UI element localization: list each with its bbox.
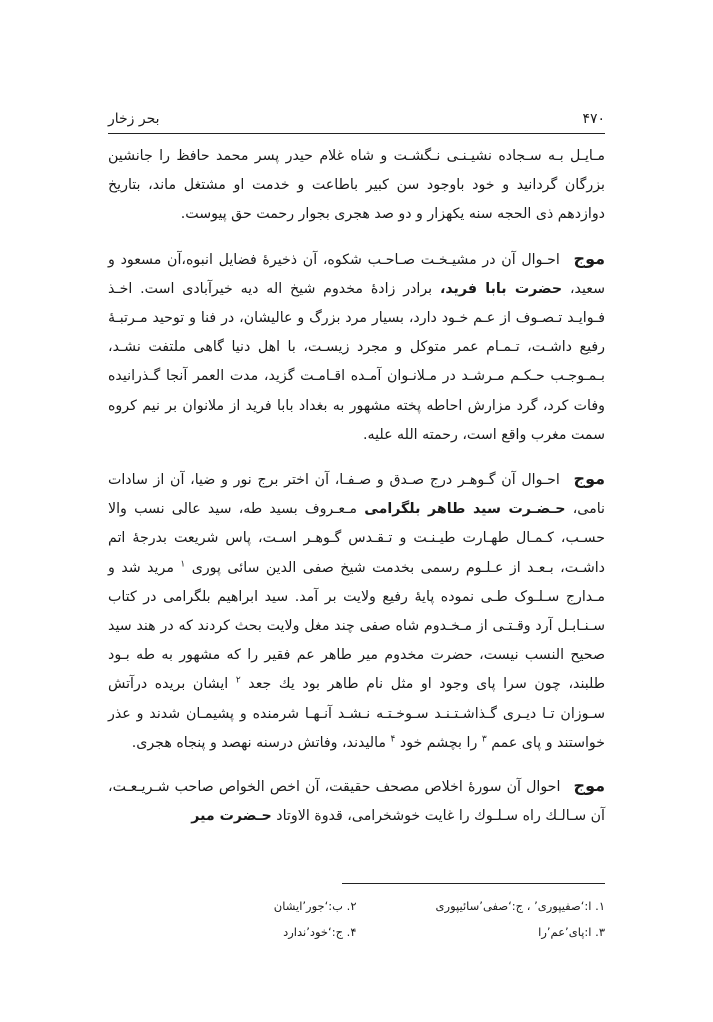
saint-name: حـضـرت سید طاهر بلگرامی (364, 501, 566, 518)
saint-name: حـضرت میر (191, 808, 272, 825)
paragraph-2 (108, 244, 605, 450)
paragraph-3-text-a: احـوال آن گـوهـر درج صـدق و صـفـا، آن اختر برج نور و ضیا، آن از سادات نامی، (108, 472, 605, 518)
footnote-ref-3[interactable]: ۳ (481, 734, 487, 745)
paragraph-3-text-f: مالیدند، وفاتش درسنه نهصد و پنجاه هجری. (131, 734, 386, 751)
paragraph-4-text-a: احوال آن سورۀ اخلاص مصحف حقیقت، آن اخص الخواص صاحب شـریـعـت، آن سـالـك راه سـلـوك را غایت خوشخرامی، قدوة الاوتاد (108, 779, 605, 825)
section-marker: موج (573, 469, 605, 489)
footnotes (108, 893, 605, 945)
footnote-divider (342, 883, 605, 884)
section-marker: موج (573, 248, 605, 268)
main-text (108, 142, 605, 831)
saint-name: حضرت بابا فرید، (439, 280, 563, 297)
section-marker: موج (573, 776, 605, 796)
running-header (108, 108, 605, 130)
footnote-ref-4[interactable]: ۴ (390, 734, 396, 745)
paragraph-3-text-c: مرید شد و مـدارج سـلـوک طـی نموده پایۀ رفیع ولایت بر آمد. سید ابراهیم بلگرامی در کتاب سـنـابـل آرد وقـتـی از مـخـدوم شاه صفی چند مغل ولایت بحث کردند که در هند سید صحیح النسب نیست، حضرت مخدوم میر طاهر عم فقیر را که مشهور به طه بـود طلبند، چون سرا پای وجود او مثل نام طاهر بود یك جعد (108, 559, 606, 693)
paragraph-1 (108, 142, 605, 230)
paragraph-2-text-a: احـوال آن در مشیـخـت صـاحـب شکوه، آن ذخیرۀ فضایل انبوه،آن مسعود و سعید، (108, 251, 605, 297)
footnote-3: ۳. ا:پای’عم’را (538, 925, 605, 939)
paragraph-3 (108, 464, 605, 758)
paragraph-3-text-b: مـعـروف بسید طه، سید عالی نسب والا حسـب، کـمـال طهـارت طیـنـت و تـقـدس گـوهـر اسـت، پاس شریعت بدرجۀ اتم داشـت، بـعـد از عـلـوم رسمی بخدمت شیخ صفی الدین سائی پوری (108, 501, 605, 576)
footnote-row (108, 919, 605, 945)
paragraph-3-text-d: ایشان بریده درآتش سـوزان تـا دیـری گـذاشـتـنـد سـوخـتـه نـشـد آنـهـا شرمنده و پشیمـان شدند و عذر خواستند و پای عمم (108, 676, 605, 751)
book-title: بحر زخار (108, 111, 160, 127)
footnote-4: ۴. ج:‘خود’ندارد (283, 925, 357, 939)
footnote-2: ۲. ب:‘جور’ایشان (273, 899, 357, 913)
paragraph-3-text-e: را بچشم خود (399, 734, 478, 751)
paragraph-4 (108, 771, 605, 831)
paragraph-2-text-b: برادر زادۀ مخدوم شیخ اله دیه خیرآبادی است. اخـذ فـوایـد تـصـوف از عـم خـود دارد، بسیار مرد بزرگ و عالیشان، در فنا و توحید مـرتبـۀ رفیع داشـت، تـمـام عمر متوکل و مجرد زیسـت، با اهل دنیا گاهی ملتفت نشـد، بـمـوجـب حـکـم مـرشـد در مـلانـوان آمـده اقـامـت گزید، مدت العمر آنجا گـذرانیده وفات کرد، گرد مزارش احاطه پخته مشهور به بغداد بابا فرید از ملانوان بر نیم کروه سمت مغرب واقع است، رحمته الله علیه. (108, 280, 605, 443)
footnote-row (108, 893, 605, 919)
footnote-1: ۱. ا:‘صفیپوری’ ، ج:‘صفی’سائیپوری (435, 899, 605, 913)
paragraph-1-text: مـایـل بـه سـجاده نشیـنـی نـگشـت و شاه غلام حیدر پسر محمد حافظ را جانشین بزرگان گردانید و خود باوجود سن کبیر باطاعت و خدمت او مشتغل ماند، بتاریخ دوازدهم ذی الحجه سنه یکهزار و دو صد هجری بجوار رحمت حق پیوست. (108, 148, 605, 223)
page-number: ۴۷۰ (582, 111, 605, 127)
footnote-ref-1[interactable]: ۱ (180, 558, 186, 569)
footnote-ref-2[interactable]: ۲ (235, 675, 241, 686)
header-divider (108, 133, 605, 134)
